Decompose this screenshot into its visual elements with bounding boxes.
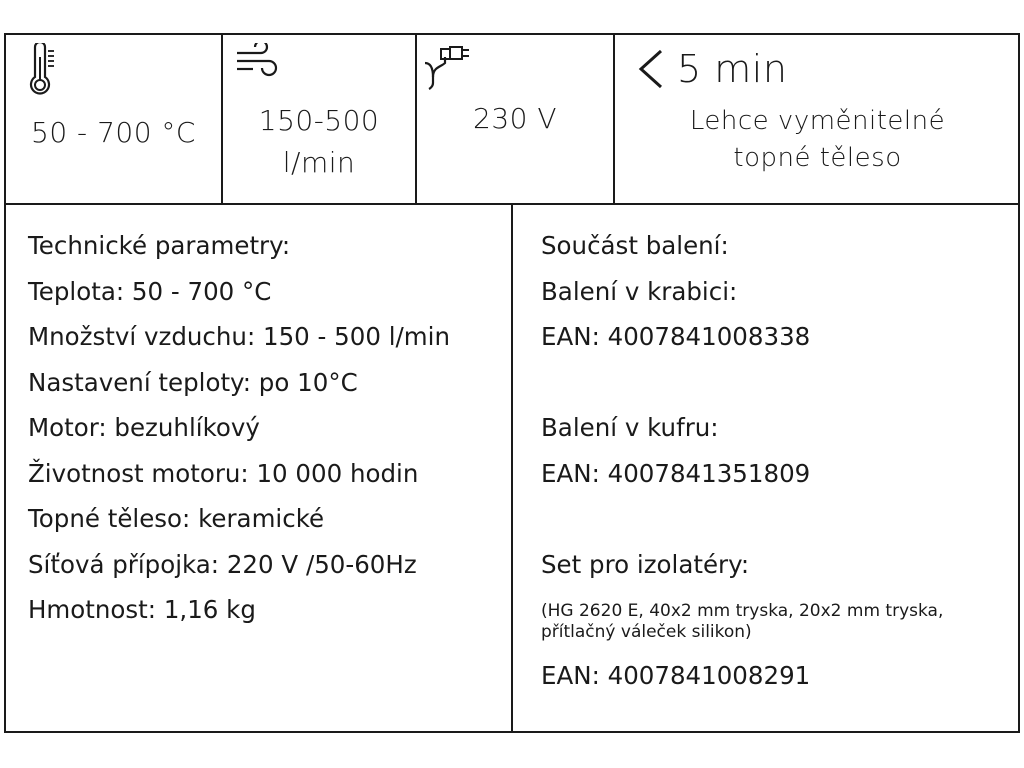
change-time-cell <box>615 35 1020 203</box>
air-flow-icon <box>233 43 281 83</box>
change-time-value: 5 min <box>677 47 788 91</box>
spec-row: Topné těleso: keramické <box>28 504 325 533</box>
change-time-desc-line2: topné těleso <box>733 143 902 173</box>
box-package-ean: EAN: 4007841008338 <box>541 322 811 351</box>
less-than-icon <box>637 49 665 89</box>
airflow-value-line1: 150-500 <box>258 104 380 137</box>
airflow-value-line2: l/min <box>282 146 356 179</box>
technical-parameters <box>28 223 508 633</box>
temperature-value: 50 - 700 °C <box>31 116 196 149</box>
spec-row: Motor: bezuhlíkový <box>28 413 260 442</box>
technical-heading: Technické parametry: <box>28 231 291 260</box>
temperature-cell <box>6 35 221 203</box>
voltage-value: 230 V <box>473 102 557 135</box>
case-package-label: Balení v kufru: <box>541 413 719 442</box>
insulator-set-label: Set pro izolatéry: <box>541 549 750 579</box>
case-package-ean: EAN: 4007841351809 <box>541 458 811 488</box>
spec-row: Životnost motoru: 10 000 hodin <box>28 458 419 488</box>
spacer <box>541 496 1019 542</box>
spec-row: Nastavení teploty: po 10°C <box>28 367 358 397</box>
divider <box>511 203 513 731</box>
airflow-cell <box>223 35 415 203</box>
spec-row: Hmotnost: 1,16 kg <box>28 595 256 624</box>
spacer <box>541 360 1019 406</box>
voltage-cell <box>417 35 613 203</box>
spec-row: Teplota: 50 - 700 °C <box>28 276 272 306</box>
insulator-set-note: (HG 2620 E, 40x2 mm tryska, 20x2 mm tryska, přítlačný váleček silikon) <box>541 601 944 642</box>
spec-sheet-frame <box>4 33 1020 733</box>
change-time-desc-line1: Lehce vyměnitelné <box>689 106 946 136</box>
box-package-label: Balení v krabici: <box>541 276 738 306</box>
spec-row: Síťová přípojka: 220 V /50-60Hz <box>28 549 417 579</box>
power-plug-icon <box>421 39 477 95</box>
package-contents <box>541 223 1019 699</box>
insulator-set-ean: EAN: 4007841008291 <box>541 661 811 690</box>
package-heading: Součást balení: <box>541 231 729 260</box>
spec-row: Množství vzduchu: 150 - 500 l/min <box>28 322 450 351</box>
thermometer-icon <box>26 43 62 101</box>
